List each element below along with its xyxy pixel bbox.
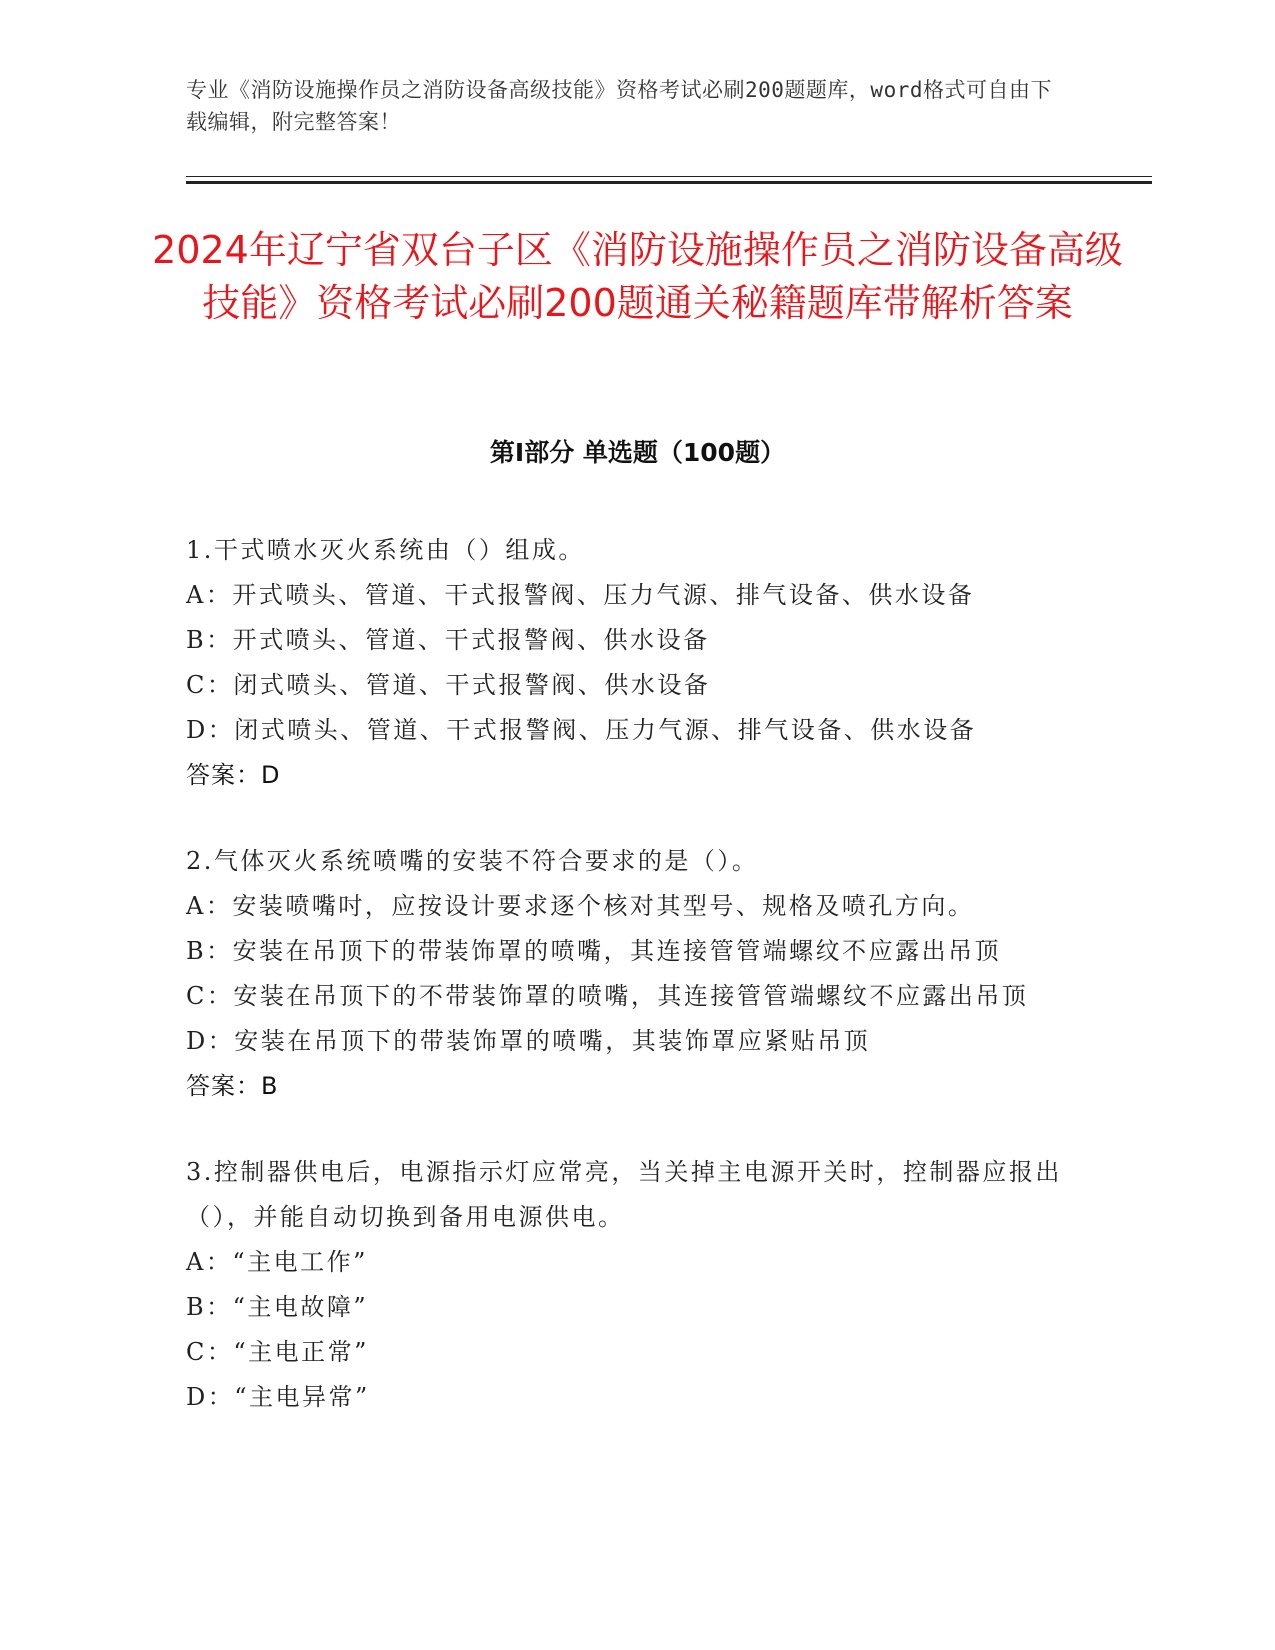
header-note: 专业《消防设施操作员之消防设备高级技能》资格考试必刷200题题库，word格式可自由下载编辑，附完整答案！ [186,78,1052,134]
option-c: C：闭式喷头、管道、干式报警阀、供水设备 [186,671,711,699]
question-3 [186,1150,1086,1420]
option-b: B：开式喷头、管道、干式报警阀、供水设备 [186,626,710,654]
question-1 [186,528,1086,798]
option-d: D：闭式喷头、管道、干式报警阀、压力气源、排气设备、供水设备 [186,716,977,744]
header-divider-thin [186,176,1152,177]
option-d: D：“主电异常” [186,1383,370,1411]
question-list [186,528,1086,1461]
option-d: D：安装在吊顶下的带装饰罩的喷嘴，其装饰罩应紧贴吊顶 [186,1027,871,1055]
option-a: A：安装喷嘴吋，应按设计要求逐个核对其型号、规格及喷孔方向。 [186,892,975,920]
answer-line: 答案：D [186,761,281,789]
header-divider-thick [186,181,1152,184]
option-c: C：“主电正常” [186,1338,369,1366]
document-title: 2024年辽宁省双台子区《消防设施操作员之消防设备高级技能》资格考试必刷200题通关秘籍题库带解析答案 [152,228,1123,325]
question-stem: 1.干式喷水灭火系统由（）组成。 [186,536,585,564]
option-b: B：“主电故障” [186,1293,369,1321]
section-heading: 第I部分 单选题（100题） [489,438,786,467]
question-stem: 2.气体灭火系统喷嘴的安装不符合要求的是（）。 [186,847,759,875]
option-a: A：“主电工作” [186,1248,368,1276]
option-a: A：开式喷头、管道、干式报警阀、压力气源、排气设备、供水设备 [186,581,975,609]
question-stem: 3.控制器供电后，电源指示灯应常亮，当关掉主电源开关时，控制器应报出（），并能自动切换到备用电源供电。 [186,1158,1062,1231]
option-c: C：安装在吊顶下的不带装饰罩的喷嘴，其连接管管端螺纹不应露出吊顶 [186,982,1029,1010]
question-2 [186,839,1086,1109]
option-b: B：安装在吊顶下的带装饰罩的喷嘴，其连接管管端螺纹不应露出吊顶 [186,937,1002,965]
answer-line: 答案：B [186,1072,279,1100]
